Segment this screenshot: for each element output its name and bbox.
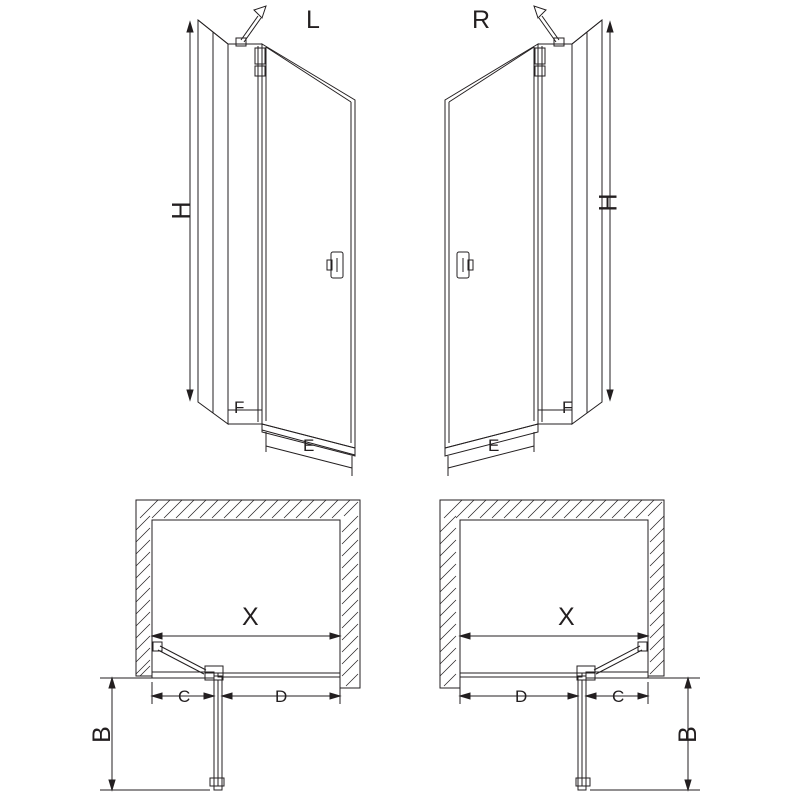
plan-right-dimension-X	[460, 633, 648, 639]
elevation-right-hinge-top	[535, 48, 545, 64]
elevation-right-hinge-top-2	[535, 66, 545, 76]
plan-right-group	[440, 500, 700, 790]
plan-right-wall-hatch	[440, 500, 664, 686]
elevation-left-hinge-top-2	[255, 66, 265, 76]
plan-right-fixed-label: C	[612, 687, 625, 706]
elevation-left-door-handle	[327, 252, 343, 278]
plan-left-fixed-label: C	[178, 687, 191, 706]
elevation-right-fixed-panel	[538, 44, 572, 424]
plan-left-wall-outline	[136, 500, 360, 688]
elevation-right-height-label: H	[594, 193, 623, 212]
elevation-left-door-panel	[262, 44, 355, 448]
elevation-left-height-label: H	[167, 201, 196, 220]
plan-left-door-label: D	[275, 687, 288, 706]
plan-left-recess-label: X	[242, 603, 259, 631]
plan-left-depth-label: B	[87, 726, 116, 743]
plan-right-depth-label: B	[673, 726, 702, 743]
plan-right-door-panel-closed	[460, 673, 582, 677]
elevation-right-door-panel	[445, 44, 538, 448]
plan-left-group	[100, 500, 360, 790]
elevation-right-door-label: E	[488, 436, 500, 455]
variant-label-left: L	[306, 6, 320, 34]
plan-right-wall-outline	[440, 500, 664, 688]
elevation-left-door-label: E	[303, 436, 315, 455]
variant-label-right: R	[472, 6, 491, 34]
elevation-right-stabiliser-bar	[534, 6, 564, 46]
plan-left-hinge-detail	[153, 642, 223, 680]
elevation-right-group	[445, 6, 613, 476]
plan-right-hinge-detail	[577, 642, 647, 680]
elevation-left-stabiliser-bar	[236, 6, 266, 46]
plan-right-door-label: D	[515, 687, 528, 706]
elevation-left-group	[187, 6, 355, 476]
elevation-left-fixed-label: F	[234, 398, 245, 417]
elevation-right-door-handle	[457, 252, 473, 278]
elevation-right-fixed-label: F	[562, 398, 573, 417]
plan-left-door-panel-closed	[218, 673, 340, 677]
elevation-left-hinge-top	[255, 48, 265, 64]
plan-left-dimension-X	[152, 633, 340, 639]
plan-left-wall-hatch	[136, 500, 358, 686]
elevation-left-fixed-panel	[228, 44, 262, 424]
plan-right-recess-label: X	[558, 603, 575, 631]
